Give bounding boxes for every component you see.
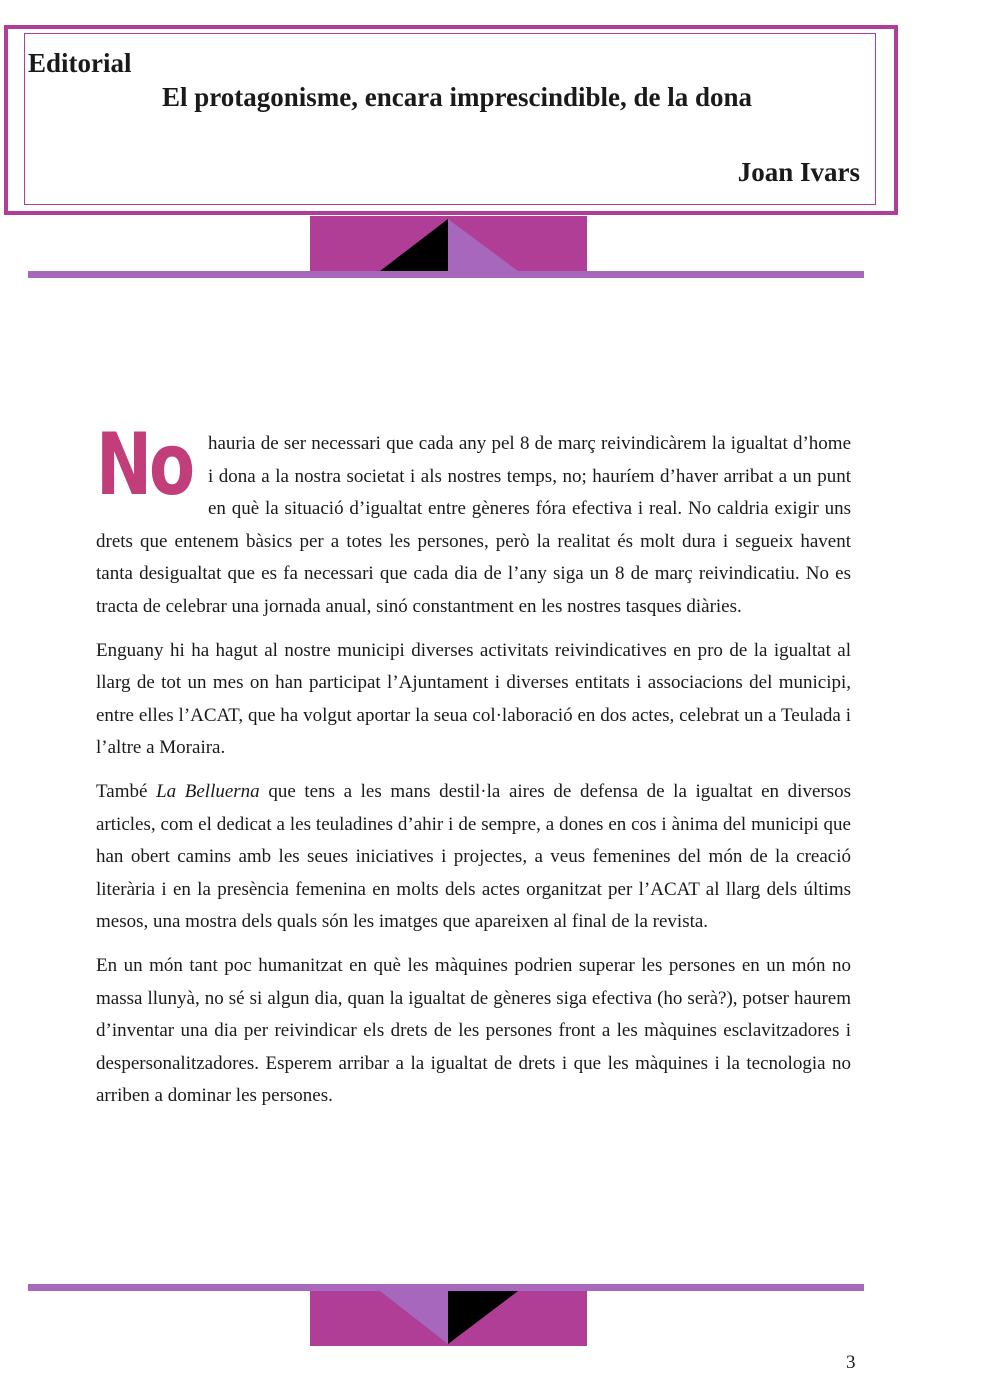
top-ornament-rule xyxy=(28,271,864,278)
paragraph-4: En un món tant poc humanitzat en què les màquines podrien superar les persones en un món no massa llunyà, no sé si algun dia, quan la igualtat de gèneres siga efectiva (ho serà?), potser haurem d’inventar una dia per reivindicar els drets de les persones front a les màquines esclavitzadores i despersonalitzadores. Esperem arribar a la igualtat de drets i que les màquines i la tecnologia no arriben a dominar les persones. xyxy=(96,954,851,1107)
paragraph-2: Enguany hi ha hagut al nostre municipi diverses activitats reivindicatives en pro de la igualtat al llarg de tot un mes on han participat l’Ajuntament i diverses entitats i associacions del municipi, entre elles l’ACAT, que ha volgut aportar la seua col·laboració en dos actes, celebrat un a Teulada i l’altre a Moraira. xyxy=(96,639,851,759)
magazine-title: La Belluerna xyxy=(156,780,260,802)
bottom-ornament-rule xyxy=(28,1284,864,1291)
page-number: 3 xyxy=(846,1352,856,1373)
bottom-ornament-graphic xyxy=(28,1284,864,1348)
section-label: Editorial xyxy=(28,48,132,78)
paragraph-3 xyxy=(96,776,851,939)
bottom-ornament xyxy=(28,1284,864,1348)
article-author: Joan Ivars xyxy=(737,157,860,187)
paragraph-3-start: També xyxy=(96,780,148,802)
article-title: El protagonisme, encara imprescindible, de la dona xyxy=(162,82,753,112)
paragraph-1-text: hauria de ser necessari que cada any pel 8 de març reivindicàrem la igualtat d’home i dona a la nostra societat i als nostres temps, no; hauríem d’haver arribat a un punt en què la situació d’igualtat entre gèneres fóra efectiva i real. No caldria exigir uns drets que entenem bàsics per a totes les persones, però la realitat és molt dura i segueix havent tanta desigualtat que es fa necessari que cada dia de l’any siga un 8 de març reivindicatiu. No es tracta de celebrar una jornada anual, sinó constantment en les nostres tasques diàries. xyxy=(96,433,851,617)
top-ornament xyxy=(28,216,864,280)
top-ornament-graphic xyxy=(28,216,864,280)
paragraph-1 xyxy=(96,415,851,624)
article-body xyxy=(96,415,852,1124)
paragraph-3-rest: que tens a les mans destil·la aires de defensa de la igualtat en diversos articles, com el dedicat a les teuladines d’ahir i de sempre, a dones en cos i ànima del municipi que han obert camins amb les seues iniciatives i projectes, a veus femenines del món de la creació literària i en la presència femenina en molts dels actes organitzat per l’ACAT al llarg dels últims mesos, una mostra dels quals són les imatges que apareixen al final de la revista. xyxy=(96,780,852,933)
drop-cap: No xyxy=(96,415,192,515)
